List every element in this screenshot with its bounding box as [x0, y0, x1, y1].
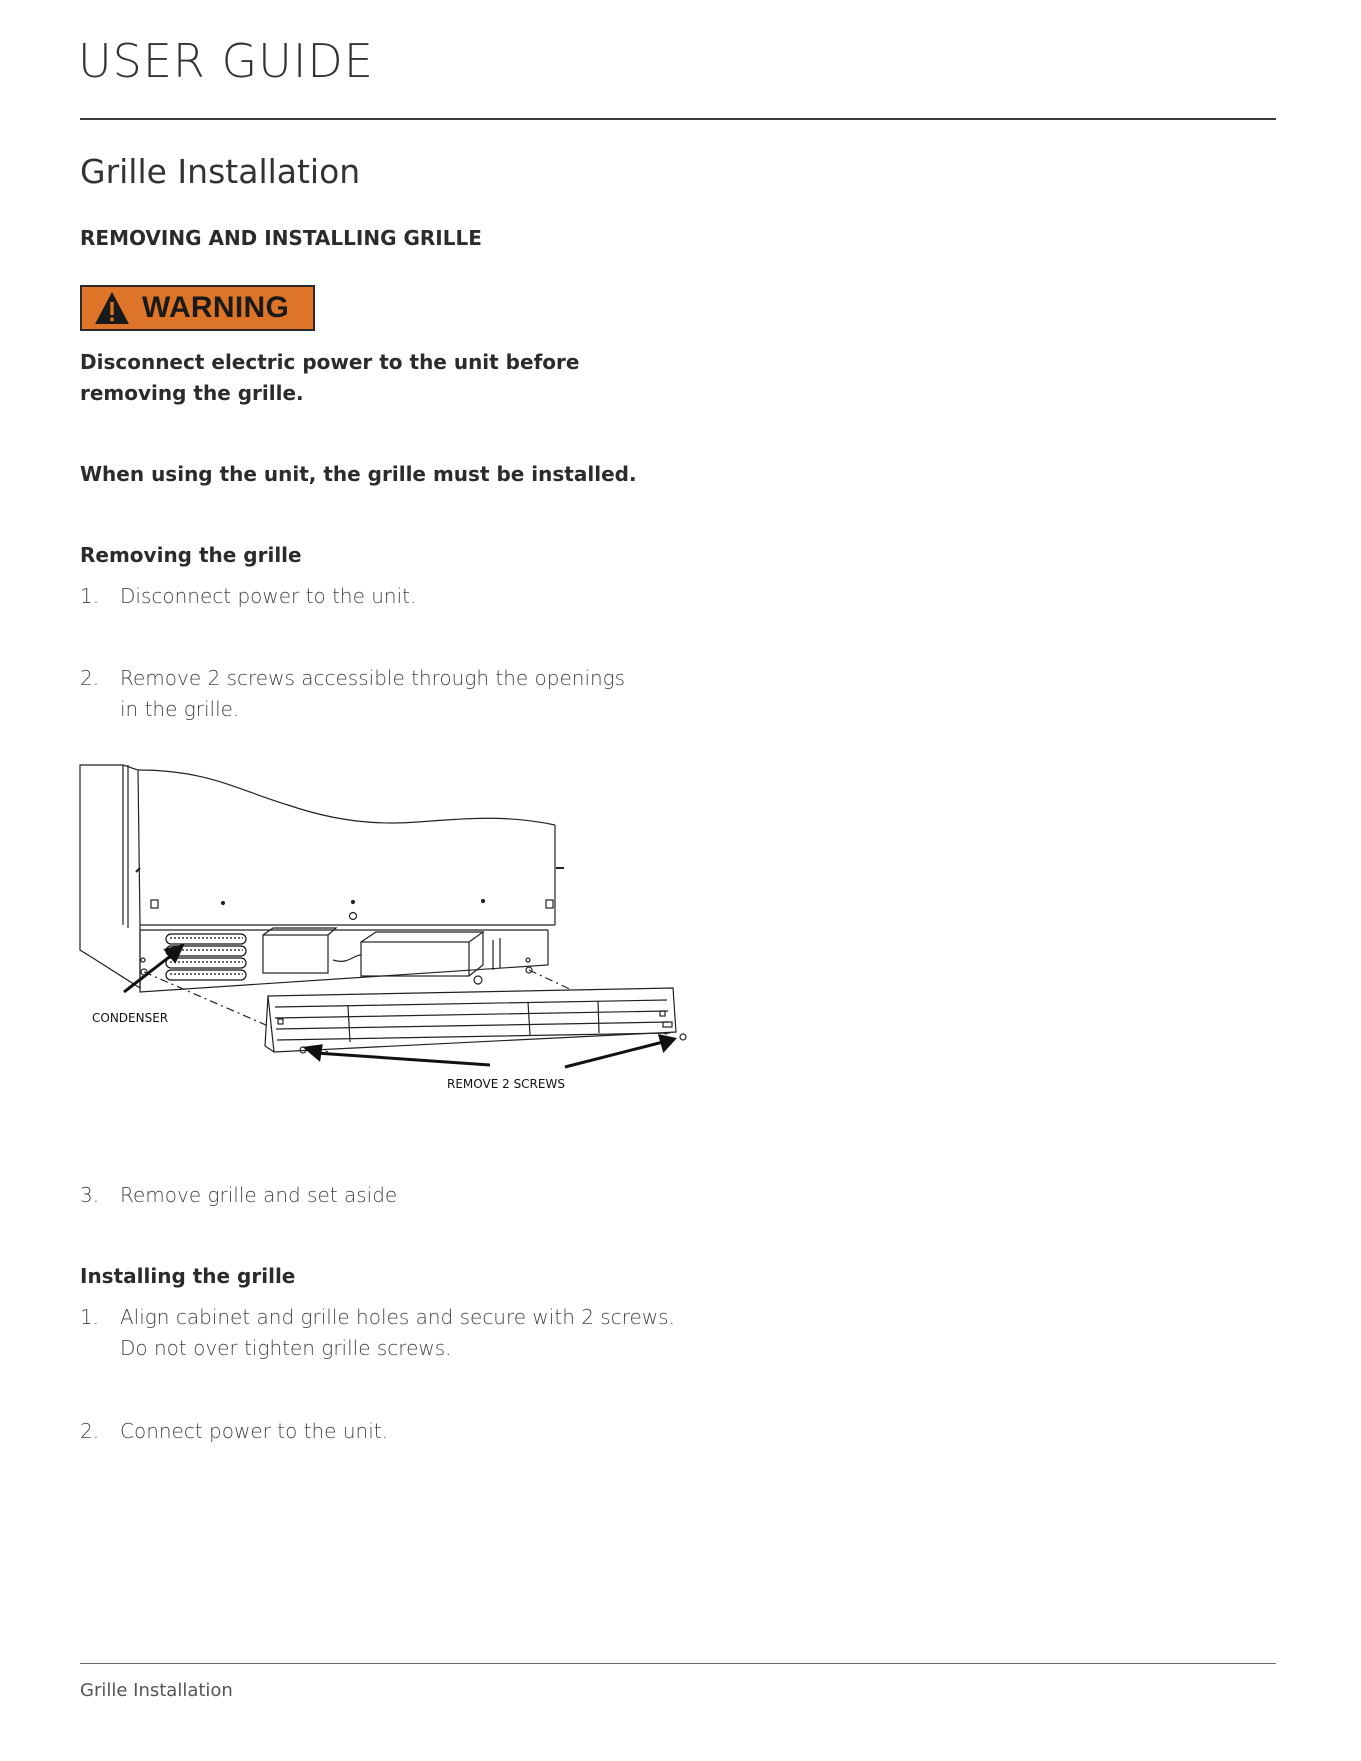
step-number: 1. — [80, 584, 100, 608]
step-text: Remove 2 screws accessible through the openings in the grille. — [120, 666, 626, 721]
condenser-label: CONDENSER — [92, 1011, 169, 1025]
section-title: Grille Installation — [80, 152, 361, 191]
installing-step-1 — [80, 1302, 680, 1364]
removing-step-2 — [80, 663, 640, 725]
warning-banner — [80, 285, 315, 331]
document-title: USER GUIDE — [78, 34, 374, 88]
removing-installing-heading: REMOVING AND INSTALLING GRILLE — [80, 226, 482, 250]
footer-divider — [80, 1663, 1276, 1664]
footer-text: Grille Installation — [80, 1680, 233, 1701]
step-number: 3. — [80, 1183, 100, 1207]
removing-step-3 — [80, 1180, 700, 1211]
grille-removal-diagram — [78, 760, 708, 1115]
warning-triangle-icon — [94, 291, 130, 325]
grille-installed-note: When using the unit, the grille must be installed. — [80, 462, 637, 486]
step-text: Disconnect power to the unit. — [120, 584, 417, 608]
step-number: 2. — [80, 666, 100, 690]
step-text: Connect power to the unit. — [120, 1419, 388, 1443]
step-number: 1. — [80, 1305, 100, 1329]
installing-grille-title: Installing the grille — [80, 1264, 296, 1288]
step-text: Remove grille and set aside — [120, 1183, 398, 1207]
removing-step-1 — [80, 581, 700, 612]
warning-label: WARNING — [142, 291, 290, 324]
warning-text: Disconnect electric power to the unit before removing the grille. — [80, 350, 580, 405]
step-text: Align cabinet and grille holes and secure with 2 screws. Do not over tighten grille screws. — [120, 1305, 675, 1360]
remove-screws-label: REMOVE 2 SCREWS — [447, 1077, 565, 1091]
installing-step-2 — [80, 1416, 700, 1447]
step-number: 2. — [80, 1419, 100, 1443]
removing-grille-title: Removing the grille — [80, 543, 302, 567]
header-divider — [80, 118, 1276, 120]
